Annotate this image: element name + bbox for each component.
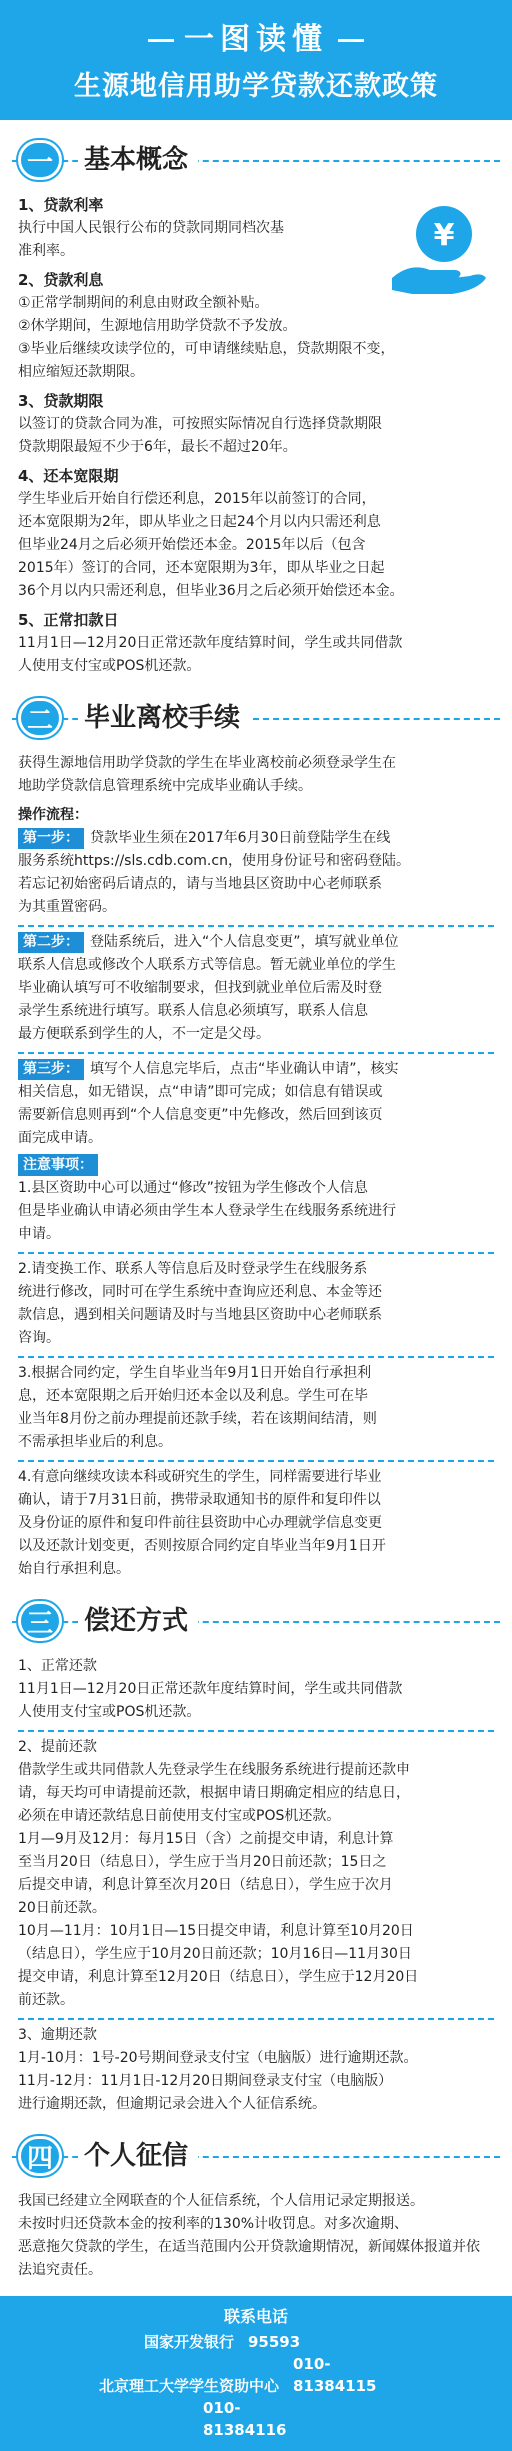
step-line: 贷款毕业生须在2017年6月30日前登陆学生在线: [90, 830, 391, 846]
step-line: 录学生系统进行填写。联系人信息必须填写，联系人信息: [18, 1003, 368, 1019]
note-3: [18, 1362, 494, 1454]
credit-line: 未按时归还贷款本金的按利率的130%计收罚息。对多次逾期、: [18, 2216, 409, 2232]
repay-line: 20日前还款。: [18, 1900, 106, 1916]
section-3-body: [0, 1655, 512, 2116]
step-3: [18, 1058, 494, 1150]
repay-divider: [18, 1730, 494, 1732]
contact-row: [0, 2331, 512, 2353]
step-line: 为其重置密码。: [18, 899, 116, 915]
concept-line: 人使用支付宝或POS机还款。: [18, 658, 201, 674]
concept-line: 11月1日—12月20日正常还款年度结算时间，学生或共同借款: [18, 635, 403, 651]
section-2-heading: [0, 696, 512, 742]
contact-org: 北京理工大学学生资助中心: [98, 2377, 279, 2395]
contact-footer: [0, 2296, 512, 2451]
repay-line: 必须在申请还款结息日前使用支付宝或POS机还款。: [18, 1808, 341, 1824]
repay-line: 人使用支付宝或POS机还款。: [18, 1704, 201, 1720]
repay-line: 至当月20日（结息日），学生应于当月20日前还款；15日之: [18, 1854, 387, 1870]
contact-row: [0, 2397, 512, 2441]
note-line: 息，还本宽限期之后开始归还本金以及利息。学生可在毕: [18, 1388, 368, 1404]
repay-line: 借款学生或共同借款人先登录学生在线服务系统进行提前还款申: [18, 1762, 410, 1778]
repay-block-1: [18, 1655, 494, 1724]
section-number-badge: 四: [18, 2136, 62, 2176]
section-title: 毕业离校手续: [78, 700, 250, 736]
note-divider: [18, 1252, 494, 1254]
intro-line: 地助学贷款信息管理系统中完成毕业确认手续。: [18, 778, 312, 794]
repay-heading: 2、提前还款: [18, 1739, 97, 1755]
contact-phone: 010-81384116: [203, 2399, 287, 2439]
note-line: 1.县区资助中心可以通过“修改”按钮为学生修改个人信息: [18, 1180, 368, 1196]
step-line: 填写个人信息完毕后，点击“毕业确认申请”，核实: [90, 1061, 399, 1077]
note-4: [18, 1466, 494, 1581]
hand-holding-yuan-icon: [382, 200, 494, 300]
step-line: 相关信息，如无错误，点“申请”即可完成；如信息有错误或: [18, 1084, 383, 1100]
step-line: 联系人信息或修改个人联系方式等信息。暂无就业单位的学生: [18, 957, 396, 973]
step-line: 最方便联系到学生的人，不一定是父母。: [18, 1026, 270, 1042]
section-number-badge: 一: [18, 140, 62, 180]
contact-phone: 010-81384115: [293, 2355, 377, 2395]
note-divider: [18, 1356, 494, 1358]
note-line: 款信息，遇到相关问题请及时与当地县区资助中心老师联系: [18, 1307, 382, 1323]
repay-line: 10月—11月：10月1日—15日提交申请，利息计算至10月20日: [18, 1923, 414, 1939]
concept-line: 相应缩短还款期限。: [18, 364, 144, 380]
credit-line: 我国已经建立全网联查的个人征信系统，个人信用记录定期报送。: [18, 2193, 424, 2209]
section-3-heading: [0, 1599, 512, 1645]
note-line: 咨询。: [18, 1330, 60, 1346]
concept-line: ③毕业后继续攻读学位的，可申请继续贴息，贷款期限不变，: [18, 341, 395, 357]
contact-title: 联系电话: [223, 2307, 288, 2326]
section-1-body: [0, 194, 512, 678]
step-line: 登陆系统后，进入“个人信息变更”，填写就业单位: [90, 934, 399, 950]
repay-line: 提交申请，利息计算至12月20日（结息日），学生应于12月20日: [18, 1969, 419, 1985]
note-line: 申请。: [18, 1226, 60, 1242]
contact-phone: 95593: [248, 2333, 301, 2351]
note-line: 3.根据合同约定，学生自毕业当年9月1日开始自行承担利: [18, 1365, 372, 1381]
step-line: 若忘记初始密码后请点的，请与当地县区资助中心老师联系: [18, 876, 382, 892]
concept-line: 2015年）签订的合同，还本宽限期为3年，即从毕业之日起: [18, 560, 385, 576]
repay-line: 1月—9月及12月：每月15日（含）之前提交申请，利息计算: [18, 1831, 394, 1847]
section-title: 偿还方式: [78, 1603, 198, 1639]
step-line: 需要新信息则再到“个人信息变更”中先修改，然后回到该页: [18, 1107, 383, 1123]
concept-heading: 1、贷款利率: [18, 196, 104, 214]
note-line: 4.有意向继续攻读本科或研究生的学生，同样需要进行毕业: [18, 1469, 382, 1485]
section-number-badge: 二: [18, 698, 62, 738]
repay-line: 后提交申请，利息计算至次月20日（结息日），学生应于次月: [18, 1877, 393, 1893]
notes-label: 注意事项：: [18, 1154, 98, 1176]
page-title: 生源地信用助学贷款还款政策: [74, 71, 438, 102]
repay-block-3: [18, 2024, 494, 2116]
concept-line: ①正常学制期间的利息由财政全额补贴。: [18, 295, 269, 311]
repay-line: （结息日），学生应于10月20日前还款；10月16日—11月30日: [18, 1946, 412, 1962]
step-1: [18, 827, 494, 919]
step-tag: 第三步：: [18, 1059, 84, 1080]
credit-line: 恶意拖欠贷款的学生，在适当范围内公开贷款逾期情况，新闻媒体报道并依: [18, 2239, 480, 2255]
concept-line: 准利率。: [18, 243, 74, 259]
credit-line: 法追究责任。: [18, 2262, 102, 2278]
concept-line: 学生毕业后开始自行偿还利息，2015年以前签订的合同，: [18, 491, 376, 507]
concept-line: 执行中国人民银行公布的贷款同期同档次基: [18, 220, 284, 236]
repay-divider: [18, 2018, 494, 2020]
repay-line: 前还款。: [18, 1992, 74, 2008]
repay-line: 1月-10月：1号-20号期间登录支付宝（电脑版）进行逾期还款。: [18, 2050, 418, 2066]
step-tag: 第一步：: [18, 828, 84, 849]
note-line: 业当年8月份之前办理提前还款手续，若在该期间结清，则: [18, 1411, 377, 1427]
note-line: 及身份证的原件和复印件前往县资助中心办理就学信息变更: [18, 1515, 382, 1531]
repay-heading: 1、正常还款: [18, 1658, 97, 1674]
concept-line: 以签订的贷款合同为准，可按照实际情况自行选择贷款期限: [18, 416, 382, 432]
step-2: [18, 931, 494, 1046]
repay-heading: 3、逾期还款: [18, 2027, 97, 2043]
section-title: 基本概念: [78, 142, 198, 178]
note-line: 不需承担毕业后的利息。: [18, 1434, 172, 1450]
note-line: 始自行承担利息。: [18, 1561, 130, 1577]
repay-block-2: [18, 1736, 494, 2012]
section-1-heading: [0, 138, 512, 184]
process-label: 操作流程：: [18, 807, 88, 823]
contact-org: 国家开发银行: [143, 2333, 234, 2351]
concept-line: ②休学期间，生源地信用助学贷款不予发放。: [18, 318, 297, 334]
note-line: 确认，请于7月31日前，携带录取通知书的原件和复印件以: [18, 1492, 381, 1508]
note-1: [18, 1177, 494, 1246]
repay-line: 进行逾期还款，但逾期记录会进入个人征信系统。: [18, 2096, 326, 2112]
header-kicker: 一图读懂: [0, 14, 512, 58]
header-banner: [0, 0, 512, 120]
concept-line: 贷款期限最短不少于6年，最长不超过20年。: [18, 439, 297, 455]
concept-line: 36个月以内只需还利息，但毕业36月之后必须开始偿还本金。: [18, 583, 404, 599]
concept-heading: 3、贷款期限: [18, 392, 104, 410]
note-2: [18, 1258, 494, 1350]
step-divider: [18, 1052, 494, 1054]
intro-line: 获得生源地信用助学贷款的学生在毕业离校前必须登录学生在: [18, 755, 396, 771]
concept-line: 还本宽限期为2年，即从毕业之日起24个月以内只需还利息: [18, 514, 381, 530]
concept-heading: 2、贷款利息: [18, 271, 104, 289]
step-line: 服务系统https://sls.cdb.com.cn，使用身份证号和密码登陆。: [18, 853, 410, 869]
note-line: 以及还款计划变更，否则按原合同约定自毕业当年9月1日开: [18, 1538, 386, 1554]
note-line: 但是毕业确认申请必须由学生本人登录学生在线服务系统进行: [18, 1203, 396, 1219]
repay-line: 请，每天均可申请提前还款，根据申请日期确定相应的结息日，: [18, 1785, 410, 1801]
section-4-heading: [0, 2134, 512, 2180]
concept-item-3: [18, 390, 494, 459]
section-number-badge: 三: [18, 1601, 62, 1641]
concept-item-5: [18, 609, 494, 678]
concept-heading: 4、还本宽限期: [18, 467, 119, 485]
section-title: 个人征信: [78, 2138, 198, 2174]
step-line: 毕业确认填写可不收缩制要求，但找到就业单位后需及时登: [18, 980, 382, 996]
repay-line: 11月1日—12月20日正常还款年度结算时间，学生或共同借款: [18, 1681, 403, 1697]
step-line: 面完成申请。: [18, 1130, 102, 1146]
concept-heading: 5、正常扣款日: [18, 611, 119, 629]
step-tag: 第二步：: [18, 932, 84, 953]
contact-row: [0, 2353, 512, 2397]
section-4-body: [0, 2190, 512, 2282]
note-line: 统进行修改，同时可在学生系统中查询应还利息、本金等还: [18, 1284, 382, 1300]
concept-line: 但毕业24月之后必须开始偿还本金。2015年以后（包含: [18, 537, 366, 553]
note-line: 2.请变换工作、联系人等信息后及时登录学生在线服务系: [18, 1261, 368, 1277]
step-divider: [18, 925, 494, 927]
repay-line: 11月-12月：11月1日-12月20日期间登录支付宝（电脑版）: [18, 2073, 393, 2089]
svg-text:¥: ¥: [433, 218, 455, 253]
note-divider: [18, 1460, 494, 1462]
section-2-body: [0, 752, 512, 1581]
concept-item-4: [18, 465, 494, 603]
